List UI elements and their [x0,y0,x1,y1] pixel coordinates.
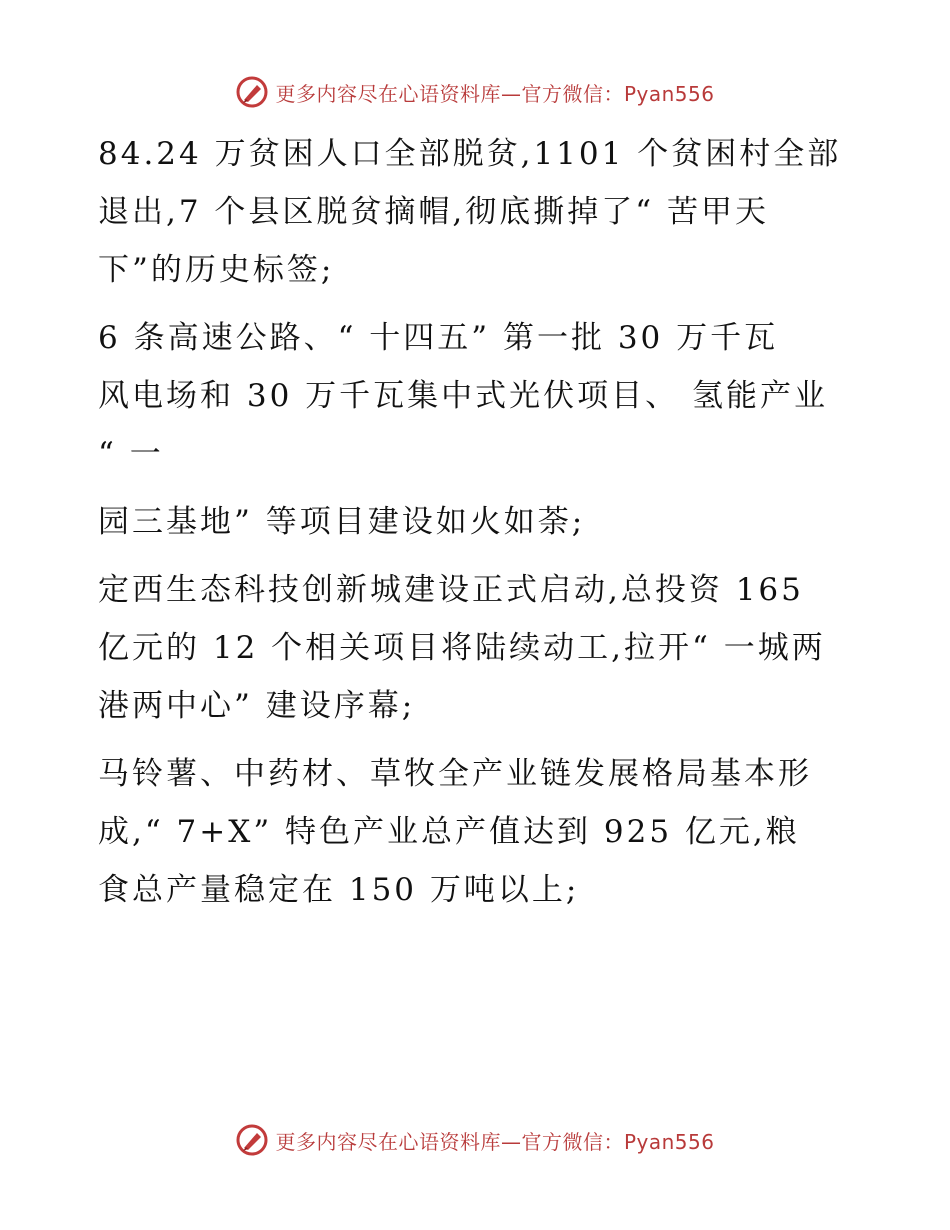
pen-logo-icon [235,75,269,109]
paragraph-4 [98,561,858,735]
text-line: 退出,7 个县区脱贫摘帽,彻底撕掉了“ 苦甲天 [98,194,769,230]
paragraph-1 [98,125,858,299]
text-line: 6 条高速公路、“ 十四五” 第一批 30 万千瓦 [98,320,779,356]
text-line: “ 一 [98,436,164,472]
text-line: 亿元的 12 个相关项目将陆续动工,拉开“ 一城两 [98,630,826,666]
paragraph-3 [98,493,858,551]
text-line: 风电场和 30 万千瓦集中式光伏项目、 氢能产业 [98,378,829,414]
text-line: 马铃薯、中药材、草牧全产业链发展格局基本形 [98,756,812,792]
text-line: 定西生态科技创新城建设正式启动,总投资 165 [98,572,804,608]
text-line: 食总产量稳定在 150 万吨以上; [98,872,580,908]
paragraph-5 [98,745,858,919]
watermark-text: 更多内容尽在心语资料库—官方微信：Pyan556 [275,81,715,106]
document-body [98,125,858,919]
footer-watermark [0,1120,950,1160]
header-watermark [0,72,950,112]
text-line: 园三基地” 等项目建设如火如荼; [98,504,586,540]
paragraph-2 [98,309,858,483]
text-line: 84.24 万贫困人口全部脱贫,1101 个贫困村全部 [98,136,842,172]
text-line: 港两中心” 建设序幕; [98,688,416,724]
text-line: 成,“ 7+X” 特色产业总产值达到 925 亿元,粮 [98,814,800,850]
text-line: 下”的历史标签; [98,252,335,288]
pen-logo-icon [235,1123,269,1157]
watermark-text: 更多内容尽在心语资料库—官方微信：Pyan556 [275,1129,715,1154]
